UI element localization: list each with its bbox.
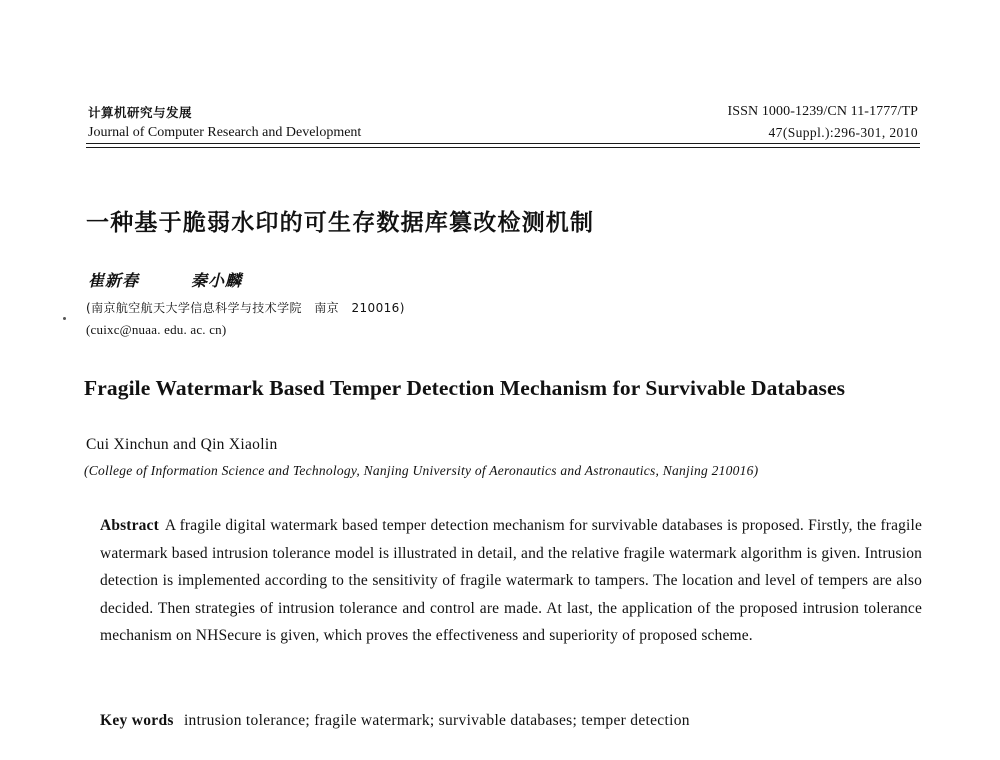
authors-english: Cui Xinchun and Qin Xiaolin: [86, 436, 278, 453]
journal-name-english: Journal of Computer Research and Development: [88, 125, 362, 140]
abstract-text: A fragile digital watermark based temper detection mechanism for survivable databases is proposed. Firstly, the fragile watermark based intrusion tolerance model is illustrated in detail, and the relative fragile watermark algorithm is given. Intrusion detection is implemented according to the sensitivity of fragile watermark to tampers. The location and level of tempers are also decided. Then strategies of intrusion tolerance and control are made. At last, the application of the proposed intrusion tolerance mechanism on NHSecure is given, which proves the effectiveness and superiority of proposed scheme.: [100, 517, 922, 644]
author-name-chinese-1: 崔新春: [88, 271, 140, 290]
keywords-label: Key words: [100, 712, 174, 729]
affiliation-chinese: (南京航空航天大学信息科学与技术学院 南京 210016): [86, 301, 405, 315]
abstract-label: Abstract: [100, 517, 159, 534]
volume-pages-line: 47(Suppl.):296-301, 2010: [768, 125, 918, 140]
author-name-chinese-2: 秦小麟: [191, 271, 243, 290]
scan-speck: [63, 317, 66, 320]
abstract-paragraph: [100, 512, 922, 650]
header-rule-thin: [86, 147, 920, 148]
journal-name-chinese: 计算机研究与发展: [88, 105, 193, 120]
keywords-line: [100, 712, 690, 730]
author-email: (cuixc@nuaa. edu. ac. cn): [86, 322, 227, 337]
issn-line: ISSN 1000-1239/CN 11-1777/TP: [727, 104, 918, 119]
header-rule-thick: [86, 143, 920, 144]
paper-title-english: Fragile Watermark Based Temper Detection Mechanism for Survivable Databases: [84, 376, 846, 400]
affiliation-english: (College of Information Science and Technology, Nanjing University of Aeronautics and Astronautics, Nanjing 210016): [84, 463, 759, 478]
keywords-text: intrusion tolerance; fragile watermark; survivable databases; temper detection: [183, 712, 690, 729]
paper-title-chinese: 一种基于脆弱水印的可生存数据库篡改检测机制: [86, 210, 595, 236]
